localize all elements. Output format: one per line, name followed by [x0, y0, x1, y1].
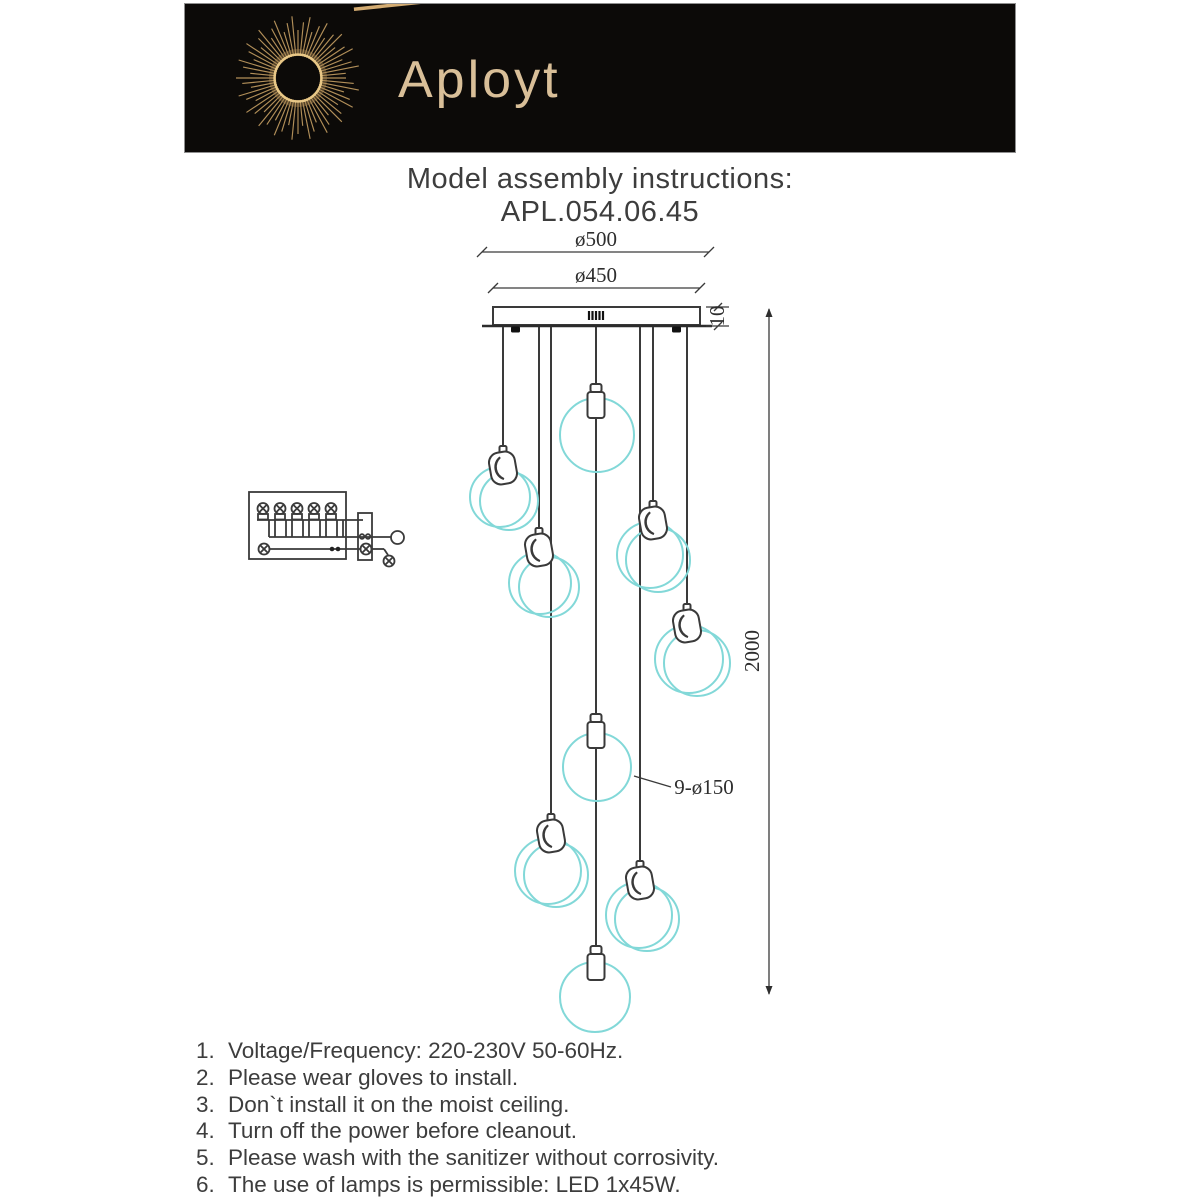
dim-label-450: ø450 [575, 263, 617, 287]
instruction-text: Turn off the power before cleanout. [228, 1118, 577, 1144]
mount-hook-right [672, 327, 681, 333]
instruction-number: 1. [196, 1038, 215, 1063]
dim-label-500: ø500 [575, 228, 617, 251]
page-title: Model assembly instructions: [406, 163, 794, 195]
instruction-text: The use of lamps is permissible: LED 1x45W. [228, 1171, 681, 1197]
dimension-canopy-inner [488, 263, 705, 293]
dimension-canopy-height [705, 303, 729, 330]
instruction-number: 6. [196, 1171, 215, 1197]
instruction-item [184, 1092, 1064, 1119]
switch-symbol [391, 531, 404, 544]
brand-name: Aployt [398, 51, 561, 109]
instruction-number: 5. [196, 1145, 215, 1171]
instruction-number: 2. [196, 1064, 215, 1090]
dim-label-9x150: 9-ø150 [674, 775, 734, 799]
dimension-canopy-outer [477, 228, 714, 257]
callout-shade-size [634, 775, 734, 799]
model-number: APL.054.06.45 [500, 196, 700, 228]
instruction-item [184, 1038, 1064, 1065]
instruction-text: Please wear gloves to install. [228, 1064, 519, 1090]
mount-hook-left [511, 327, 520, 333]
instruction-number: 3. [196, 1091, 215, 1117]
suspension-wires [503, 327, 687, 946]
instruction-item [184, 1145, 1064, 1172]
wiring-diagram [249, 492, 404, 567]
instruction-text: Please wash with the sanitizer without corrosivity. [228, 1145, 720, 1171]
instruction-text: Don`t install it on the moist ceiling. [228, 1091, 570, 1117]
assembly-diagram [240, 228, 810, 1040]
title-block [0, 163, 1200, 229]
dim-label-10: 10 [705, 305, 729, 327]
banner-art [185, 4, 1015, 152]
brand-banner [184, 3, 1016, 153]
instruction-item [184, 1172, 1064, 1199]
instruction-list [184, 1038, 1064, 1199]
dimension-drop-length [740, 308, 773, 995]
instruction-item [184, 1065, 1064, 1092]
sunburst-center [277, 57, 319, 99]
instruction-text: Voltage/Frequency: 220-230V 50-60Hz. [228, 1038, 624, 1063]
instruction-item [184, 1118, 1064, 1145]
corner-rays-decoration [350, 4, 1015, 9]
instruction-number: 4. [196, 1118, 215, 1144]
dim-label-2000: 2000 [740, 630, 764, 672]
